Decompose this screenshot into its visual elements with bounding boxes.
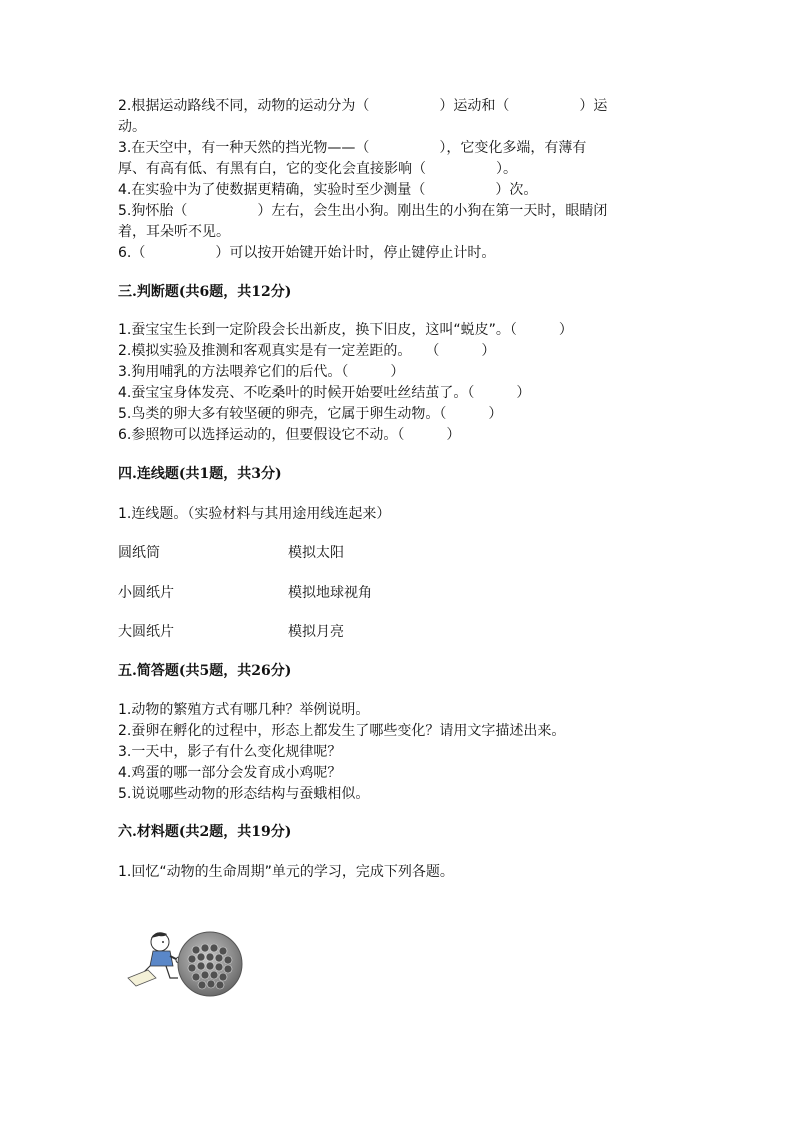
fill-q5-line1: 5.狗怀胎（ ）左右，会生出小狗。刚出生的小狗在第一天时，眼睛闭 bbox=[118, 203, 608, 219]
matching-right-item: 模拟月亮 bbox=[288, 624, 344, 640]
boy-magnifier-silkworm-eggs-icon bbox=[126, 926, 244, 1004]
short-answer-item: 2.蚕卵在孵化的过程中，形态上都发生了哪些变化？请用文字描述出来。 bbox=[118, 723, 566, 739]
matching-left-item: 大圆纸片 bbox=[118, 624, 174, 640]
material-question: 1.回忆“动物的生命周期”单元的学习，完成下列各题。 bbox=[118, 864, 454, 880]
true-false-item: 6.参照物可以选择运动的，但要假设它不动。（ ） bbox=[118, 427, 461, 443]
matching-heading: 四.连线题(共1题，共3分) bbox=[118, 466, 282, 482]
true-false-heading: 三.判断题(共6题，共12分) bbox=[118, 284, 292, 300]
fill-q3-line2: 厚、有高有低、有黑有白，它的变化会直接影响（ ）。 bbox=[118, 161, 517, 177]
true-false-item: 1.蚕宝宝生长到一定阶段会长出新皮，换下旧皮，这叫“蜕皮”。（ ） bbox=[118, 322, 573, 338]
short-answer-heading: 五.简答题(共5题，共26分) bbox=[118, 663, 292, 679]
matching-left-item: 小圆纸片 bbox=[118, 585, 174, 601]
short-answer-item: 1.动物的繁殖方式有哪几种？举例说明。 bbox=[118, 702, 370, 718]
true-false-item: 3.狗用哺乳的方法喂养它们的后代。（ ） bbox=[118, 364, 405, 380]
short-answer-item: 5.说说哪些动物的形态结构与蚕蛾相似。 bbox=[118, 786, 370, 802]
matching-right-item: 模拟地球视角 bbox=[288, 585, 372, 601]
fill-q5-line2: 着，耳朵听不见。 bbox=[118, 224, 230, 240]
material-heading: 六.材料题(共2题，共19分) bbox=[118, 824, 292, 840]
short-answer-item: 3.一天中，影子有什么变化规律呢？ bbox=[118, 744, 342, 760]
matching-left-item: 圆纸筒 bbox=[118, 545, 160, 561]
true-false-item: 4.蚕宝宝身体发亮、不吃桑叶的时候开始要吐丝结茧了。（ ） bbox=[118, 385, 531, 401]
true-false-item: 2.模拟实验及推测和客观真实是有一定差距的。 （ ） bbox=[118, 343, 496, 359]
fill-q2-line2: 动。 bbox=[118, 119, 146, 135]
fill-q3-line1: 3.在天空中，有一种天然的挡光物——（ ），它变化多端，有薄有 bbox=[118, 140, 587, 156]
matching-instruction: 1.连线题。（实验材料与其用途用线连起来） bbox=[118, 506, 391, 522]
fill-q2-line1: 2.根据运动路线不同，动物的运动分为（ ）运动和（ ）运 bbox=[118, 98, 608, 114]
fill-q4: 4.在实验中为了使数据更精确，实验时至少测量（ ）次。 bbox=[118, 182, 538, 198]
matching-right-item: 模拟太阳 bbox=[288, 545, 344, 561]
short-answer-item: 4.鸡蛋的哪一部分会发育成小鸡呢？ bbox=[118, 765, 342, 781]
fill-q6: 6.（ ）可以按开始键开始计时，停止键停止计时。 bbox=[118, 245, 496, 261]
true-false-item: 5.鸟类的卵大多有较坚硬的卵壳，它属于卵生动物。（ ） bbox=[118, 406, 503, 422]
